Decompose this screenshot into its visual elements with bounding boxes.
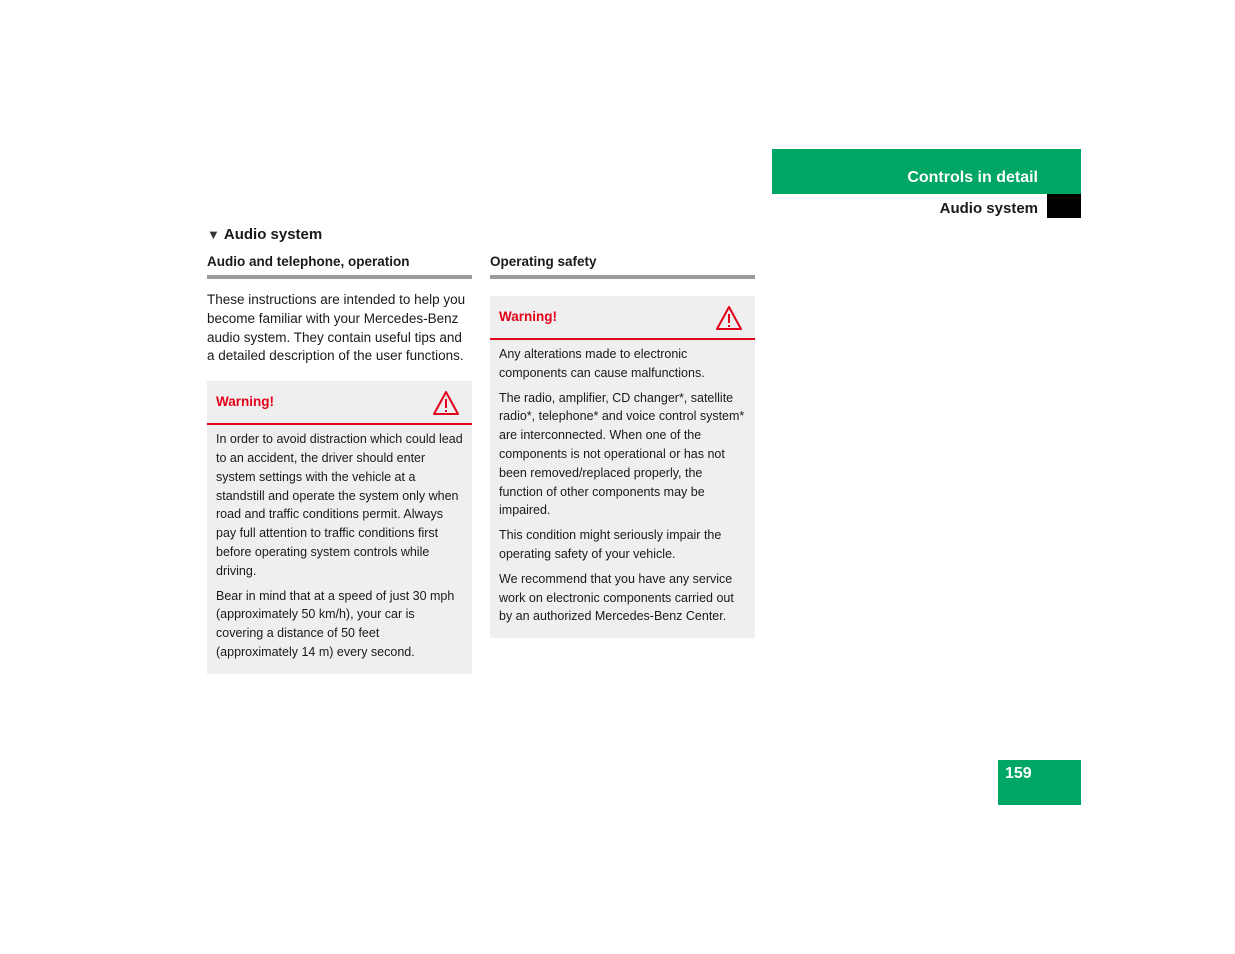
warning-header — [490, 296, 755, 340]
chapter-title: Controls in detail — [907, 169, 1038, 186]
warning-triangle-icon — [715, 305, 743, 331]
warning-triangle-icon — [432, 390, 460, 416]
chapter-header-bar — [772, 149, 1081, 194]
section-header — [772, 194, 1047, 218]
warning-paragraph: In order to avoid distraction which could lead to an accident, the driver should enter system settings with the vehicle at a standstill and operate the system only when road and traffic conditions permit. Always pay full attention to traffic conditions first before operating system controls while driving. — [216, 432, 463, 578]
warning-paragraph: The radio, amplifier, CD changer*, satellite radio*, telephone* and voice control system* are interconnected. When one of the components is not operational or has not been removed/replaced properly, the function of other components may be impaired. — [499, 390, 745, 518]
warning-label: Warning! — [216, 394, 274, 410]
warning-paragraph: This condition might seriously impair the operating safety of your vehicle. — [499, 528, 722, 561]
warning-paragraph: Any alterations made to electronic components can cause malfunctions. — [499, 347, 705, 380]
section-marker — [1047, 194, 1081, 218]
left-column — [207, 254, 472, 674]
warning-paragraph: Bear in mind that at a speed of just 30 mph (approximately 50 km/h), your car is covering a distance of 50 feet (approximately 14 m) every second. — [216, 588, 455, 659]
subheading-audio-telephone: Audio and telephone, operation — [207, 254, 472, 279]
subheading-operating-safety: Operating safety — [490, 254, 755, 279]
warning-label: Warning! — [499, 309, 557, 324]
warning-body — [207, 425, 472, 674]
warning-paragraph: We recommend that you have any service work on electronic components carried out by an authorized Mercedes-Benz Center. — [499, 571, 734, 624]
right-column — [490, 254, 755, 638]
section-title-text: Audio system — [223, 226, 323, 243]
intro-paragraph: These instructions are intended to help you become familiar with your Mercedes-Benz audio system. They contain useful tips and a detailed description of the user functions. — [207, 292, 466, 364]
warning-header — [207, 381, 472, 425]
page-number-tab — [998, 760, 1081, 805]
section-title — [207, 226, 322, 243]
page-number: 159 — [1005, 765, 1032, 782]
warning-box — [207, 381, 472, 674]
warning-box — [490, 296, 755, 638]
section-header-label: Audio system — [939, 200, 1038, 217]
warning-body — [490, 340, 755, 638]
triangle-down-icon: ▼ — [207, 227, 220, 242]
